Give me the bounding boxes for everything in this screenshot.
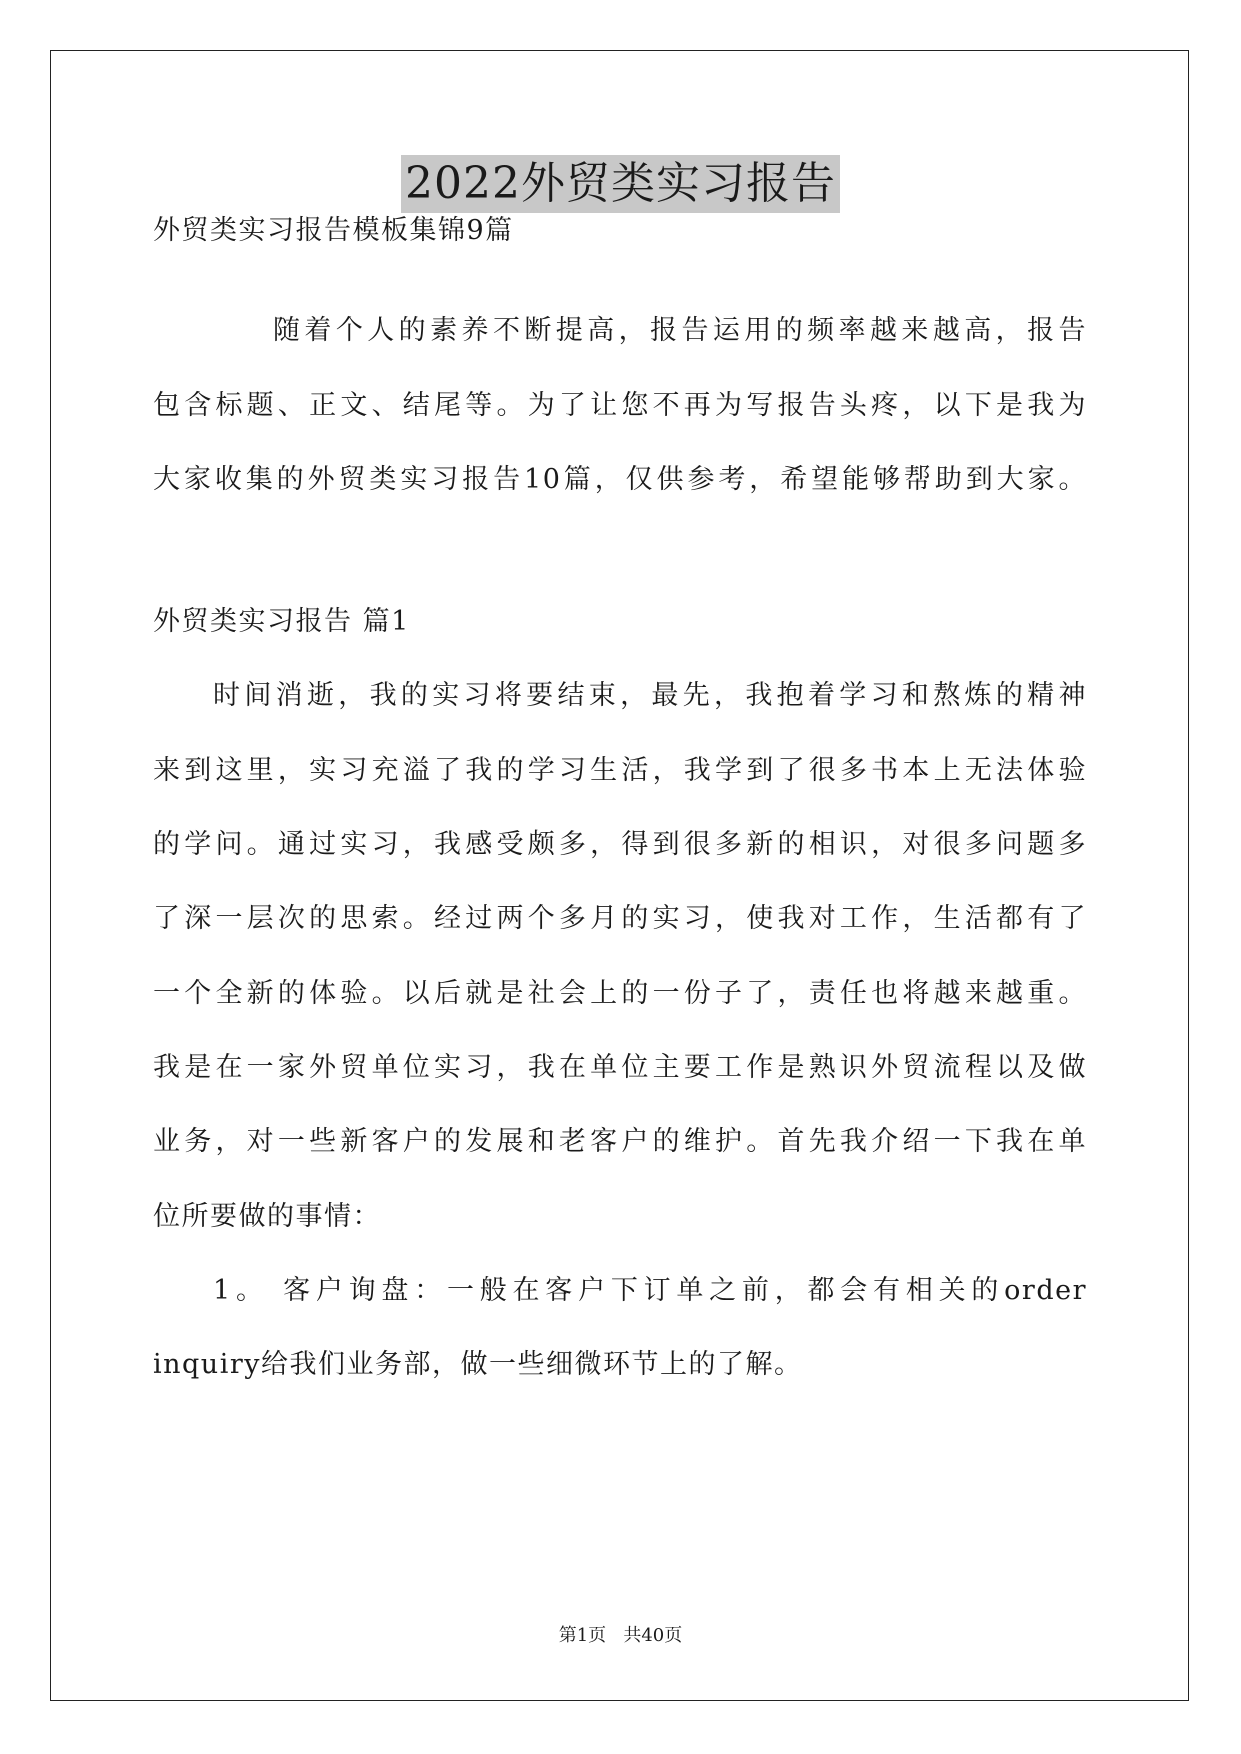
list-item-1-line-2: inquiry给我们业务部，做一些细微环节上的了解。 [153,1349,803,1380]
intro-line-2: 包含标题、正文、结尾等。为了让您不再为写报告头疼，以下是我为 [153,390,1087,421]
body-line-6: 我是在一家外贸单位实习，我在单位主要工作是熟识外贸流程以及做 [153,1052,1087,1083]
document-subtitle: 外贸类实习报告模板集锦9篇 [153,215,514,246]
document-title: 2022外贸类实习报告 [401,155,840,213]
page-footer: 第1页 共40页 [558,1625,683,1646]
title-container [0,155,1241,213]
body-line-5: 一个全新的体验。以后就是社会上的一份子了，责任也将越来越重。 [153,978,1087,1009]
body-line-2: 来到这里，实习充溢了我的学习生活，我学到了很多书本上无法体验 [153,755,1087,786]
body-line-3: 的学问。通过实习，我感受颇多，得到很多新的相识，对很多问题多 [153,829,1087,860]
body-line-4: 了深一层次的思索。经过两个多月的实习，使我对工作，生活都有了 [153,903,1087,934]
intro-line-1: 随着个人的素养不断提高，报告运用的频率越来越高，报告 [273,315,1087,346]
body-line-7: 业务，对一些新客户的发展和老客户的维护。首先我介绍一下我在单 [153,1126,1087,1157]
section-heading: 外贸类实习报告 篇1 [153,606,410,637]
intro-line-3: 大家收集的外贸类实习报告10篇，仅供参考，希望能够帮助到大家。 [153,464,1087,495]
list-item-1-line-1: 1。 客户询盘：一般在客户下订单之前，都会有相关的order [213,1275,1087,1306]
body-line-1: 时间消逝，我的实习将要结束，最先，我抱着学习和熬炼的精神 [213,680,1087,711]
body-line-8: 位所要做的事情： [153,1201,381,1232]
page-border [50,50,1189,1701]
